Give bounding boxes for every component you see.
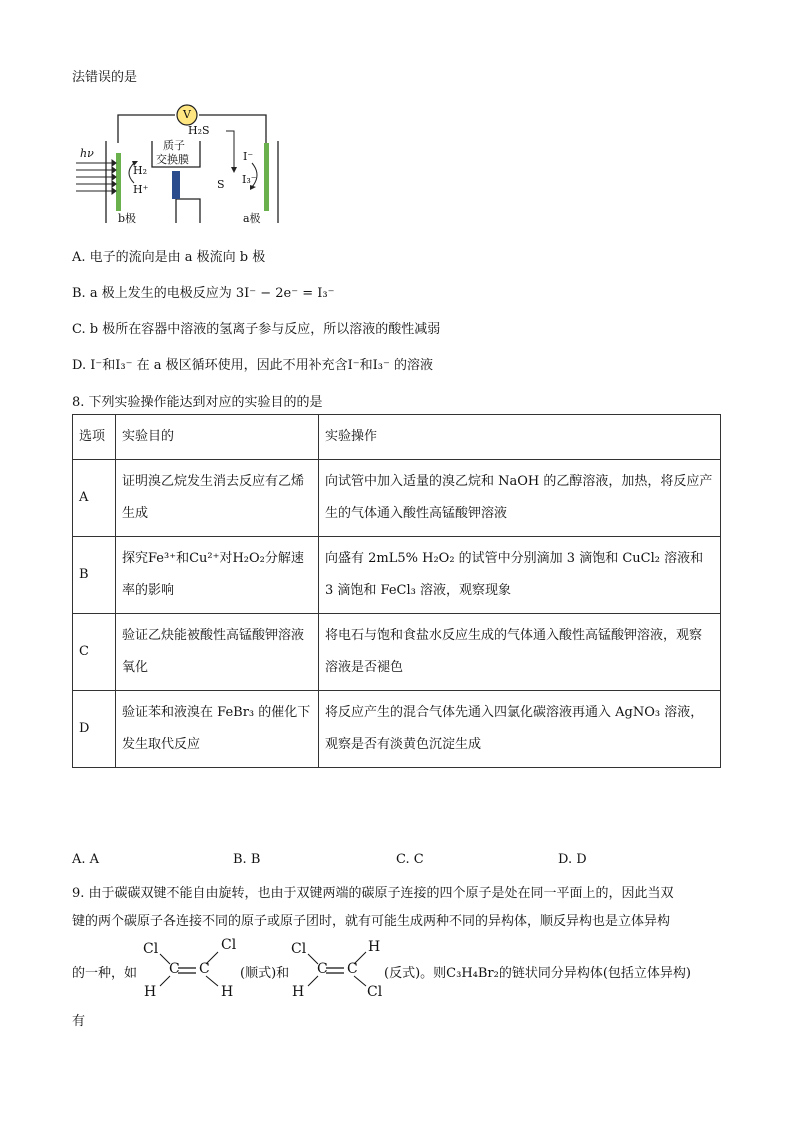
row-option: D	[73, 691, 116, 768]
b-electrode	[116, 153, 121, 211]
trans-cl-2: Cl	[367, 984, 383, 1000]
membrane-label-1: 质子	[163, 139, 185, 152]
i3minus-label: I₃⁻	[242, 173, 257, 186]
question-7-stem-tail: 法错误的是	[72, 70, 138, 85]
q9-line-3-start: 的一种，如	[72, 966, 138, 981]
b-pole-label: b极	[118, 212, 137, 225]
cis-c-1: C	[169, 961, 180, 977]
cis-cl-1: Cl	[143, 941, 159, 957]
q8-choice-a: A. A	[72, 852, 100, 867]
h2s-label: H₂S	[188, 124, 210, 137]
s-label: S	[217, 178, 225, 191]
row-operation: 将反应产生的混合气体先通入四氯化碳溶液再通入 AgNO₃ 溶液，观察是否有淡黄色沉淀生成	[319, 691, 721, 768]
light-label: hν	[80, 147, 94, 160]
q8-choice-c: C. C	[396, 852, 424, 867]
q8-table	[72, 414, 721, 768]
row-purpose: 证明溴乙烷发生消去反应有乙烯生成	[116, 460, 319, 537]
row-purpose: 探究Fe³⁺和Cu²⁺对H₂O₂分解速率的影响	[116, 537, 319, 614]
header-purpose: 实验目的	[116, 415, 319, 460]
q7-option-c: C. b 极所在容器中溶液的氢离子参与反应，所以溶液的酸性减弱	[72, 322, 441, 337]
a-pole-label: a极	[243, 212, 261, 225]
header-option: 选项	[73, 415, 116, 460]
q8-choice-d: D. D	[558, 852, 587, 867]
header-operation: 实验操作	[319, 415, 721, 460]
trans-c-1: C	[317, 961, 328, 977]
a-electrode	[264, 143, 269, 211]
row-operation: 向盛有 2mL5% H₂O₂ 的试管中分别滴加 3 滴饱和 CuCl₂ 溶液和 3 滴饱和 FeCl₃ 溶液，观察现象	[319, 537, 721, 614]
cis-cl-2: Cl	[221, 937, 237, 953]
row-purpose: 验证苯和液溴在 FeBr₃ 的催化下发生取代反应	[116, 691, 319, 768]
trans-cl-1: Cl	[291, 941, 307, 957]
row-purpose: 验证乙炔能被酸性高锰酸钾溶液氧化	[116, 614, 319, 691]
table-header-row	[73, 415, 721, 460]
table-row	[73, 614, 721, 691]
q8-title: 8. 下列实验操作能达到对应的实验目的的是	[72, 395, 323, 410]
hplus-label: H⁺	[133, 183, 149, 196]
q9-line-1: 9. 由于碳碳双键不能自由旋转，也由于双键两端的碳原子连接的四个原子是处在同一平面上的，因此当双	[72, 886, 674, 901]
row-operation: 向试管中加入适量的溴乙烷和 NaOH 的乙醇溶液，加热，将反应产生的气体通入酸性高锰酸钾溶液	[319, 460, 721, 537]
table-row	[73, 460, 721, 537]
row-option: C	[73, 614, 116, 691]
proton-exchange-membrane	[172, 171, 180, 199]
cis-c-2: C	[199, 961, 210, 977]
q7-option-d: D. I⁻和I₃⁻ 在 a 极区循环使用，因此不用补充含I⁻和I₃⁻ 的溶液	[72, 358, 434, 373]
trans-h-1: H	[368, 939, 381, 955]
q9-line-3-end: (反式)。则C₃H₄Br₂的链状同分异构体(包括立体异构)	[384, 966, 691, 981]
cis-h-1: H	[144, 984, 157, 1000]
q8-choice-b: B. B	[233, 852, 261, 867]
trans-h-2: H	[292, 984, 305, 1000]
voltmeter-label: V	[183, 108, 191, 121]
table-row	[73, 537, 721, 614]
q7-option-a: A. 电子的流向是由 a 极流向 b 极	[72, 250, 266, 265]
cis-h-2: H	[221, 984, 234, 1000]
row-operation: 将电石与饱和食盐水反应生成的气体通入酸性高锰酸钾溶液，观察溶液是否褪色	[319, 614, 721, 691]
q9-line-4: 有	[72, 1014, 86, 1029]
row-option: B	[73, 537, 116, 614]
row-option: A	[73, 460, 116, 537]
h2-label: H₂	[133, 164, 148, 177]
membrane-label-2: 交换膜	[156, 153, 189, 166]
q7-option-b: B. a 极上发生的电极反应为 3I⁻ − 2e⁻ = I₃⁻	[72, 286, 335, 301]
cis-label: (顺式)和	[240, 966, 290, 981]
trans-c-2: C	[347, 961, 358, 977]
q9-line-2: 键的两个碳原子各连接不同的原子或原子团时，就有可能生成两种不同的异构体，顺反异构也是立体异构	[72, 914, 671, 929]
table-row	[73, 691, 721, 768]
iminus-label: I⁻	[243, 150, 254, 163]
